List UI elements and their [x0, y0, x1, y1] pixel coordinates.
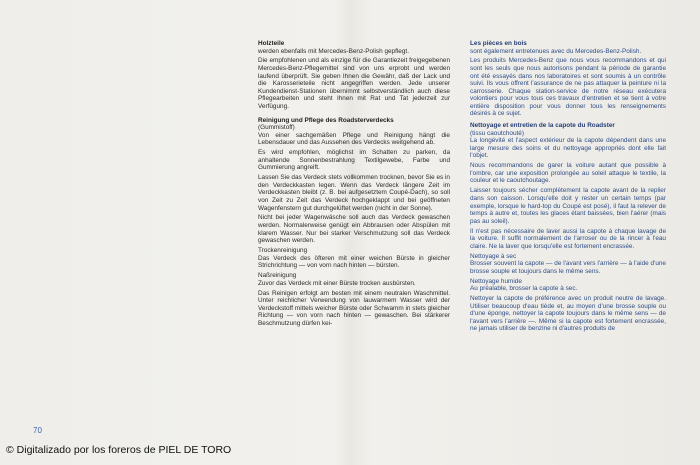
section-heading: Nettoyage et entretien de la capote du Roadster: [470, 122, 615, 130]
paragraph: Von einer sachgemäßen Pflege und Reinigung hängt die Lebensdauer und das Aussehen des Verdecks weitgehend ab.: [258, 131, 450, 147]
french-column: [470, 40, 666, 335]
paragraph: Das Reinigen erfolgt am besten mit einem neutralen Waschmittel. Unter reichlicher Verwendung von lauwarmem Wasser wird der Verdeckstoff mittels weicher Bürste oder Schwamm in stets gleicher Richtung — von vorn nach hinten — gewaschen. Bei stärkerer Beschmutzung dürfen kei-: [258, 289, 450, 327]
paragraph: Die empfohlenen und als einzige für die Garantiezeit freigegebenen Mercedes-Benz-Pflegemittel sind von uns erprobt und werden laufend überprüft. Sie geben Ihnen die Gewähr, daß der Lack und die Karosserieteile nicht angegriffen werden. Jede unserer Kundendienst-Stationen übernimmt selbstverständlich auch diese Pflegearbeiten und steht Ihnen mit Rat und Tat jederzeit zur Verfügung.: [258, 57, 450, 110]
paragraph: Nous recommandons de garer la voiture autant que possible à l'ombre, car une exposition prolongée au soleil attaque le textile, la couleur et le caoutchoutage.: [470, 162, 666, 185]
paragraph: sont également entretenues avec du Mercedes-Benz-Polish.: [470, 47, 642, 55]
subsection-heading: Nettoyage humide: [470, 277, 522, 285]
section-heading: Reinigung und Pflege des Roadsterverdecks: [258, 116, 394, 124]
paragraph: Nettoyer la capote de préférence avec un produit neutre de lavage. Utiliser beaucoup d'eau tiède et, au moyen d'une brosse souple ou d'une éponge, nettoyer la capote toujours dans le même sens — de l'avant vers l'arrière —. Même si la capote est fortement encrassée, ne jamais utiliser de benzine ni d'autres produits de: [470, 295, 666, 333]
subsection-heading: Trockenreinigung: [258, 247, 308, 255]
subsection-heading: Nettoyage à sec: [470, 252, 517, 260]
paragraph: Au préalable, brosser la capote à sec.: [470, 285, 578, 293]
paragraph: Brosser souvent la capote — de l'avant vers l'arrière — à l'aide d'une brosse souple et toujours dans le même sens.: [470, 260, 666, 275]
paragraph: Lassen Sie das Verdeck stets vollkommen trocknen, bevor Sie es in den Verdeckkasten legen. Wenn das Verdeck längere Zeit im Verdeckkasten bleibt (z. B. bei aufgesetztem Coupé-Dach), so soll von Zeit zu Zeit das Verdeck hochgeklappt und bei geöffneten Wagenfenstern gut durchgelüftet werden (nicht in der Sonne).: [258, 174, 450, 212]
section-heading: Holzteile: [258, 40, 285, 47]
section-heading-suffix: (Gummistoff): [258, 124, 295, 132]
paragraph: Zuvor das Verdeck mit einer Bürste trocken ausbürsten.: [258, 279, 416, 287]
paragraph: Les produits Mercedes-Benz que nous vous recommandons et qui sont les seuls que nous autorisons pendant la période de garantie ont été essayés dans nos laboratoires et sont soumis à un contrôle suivi. Ils vous offrent l'assurance de ne pas attaquer la peinture ni la carrosserie. Chaque station-service de notre réseau exécutera volontiers pour vous tous ces travaux d'entretien et se tient à votre entière disposition pour vous donner tous les renseignements désirés à ce sujet.: [470, 57, 666, 118]
paragraph: Das Verdeck des öfteren mit einer weichen Bürste in gleicher Strichrichtung — von vorn nach hinten — bürsten.: [258, 254, 450, 270]
paragraph: Es wird empfohlen, möglichst im Schatten zu parken, da anhaltende Sonnenbestrahlung Textilgewebe, Farbe und Gummierung angreift.: [258, 149, 450, 172]
section-heading-suffix: (tissu caoutchouté): [470, 129, 524, 137]
german-column: [258, 40, 450, 330]
subsection-heading: Naßreinigung: [258, 272, 297, 280]
paragraph: Nicht bei jeder Wagenwäsche soll auch das Verdeck gewaschen werden. Normalerweise genügt ein Abbrausen oder Abspülen mit klarem Wasser. Nur bei starker Verschmutzung soll das Verdeck gewaschen werden.: [258, 214, 450, 245]
scan-credit-footer: © Digitalizado por los foreros de PIEL DE TORO: [6, 444, 232, 456]
paragraph: La longévité et l'aspect extérieur de la capote dépendent dans une large mesure des soins et du nettoyage appropriés dont elle fait l'objet.: [470, 137, 666, 160]
section-heading: Les pièces en bois: [470, 40, 527, 47]
paragraph: Laisser toujours sécher complètement la capote avant de la replier dans son caisson. Lorsqu'elle doit y rester un certain temps (par exemple, lorsque le hard-top du Coupé est posé), il faut la relever de temps à autre et, toutes les glaces étant baissées, bien l'aérer (mais pas au soleil).: [470, 187, 666, 225]
page-number: 70: [33, 426, 42, 435]
paragraph: Il n'est pas nécessaire de laver aussi la capote à chaque lavage de la voiture. Il suffit normalement de l'arroser ou de la rincer à l'eau claire. Ne la laver que lorsqu'elle est fortement encrassée.: [470, 227, 666, 250]
paragraph: werden ebenfalls mit Mercedes-Benz-Polish gepflegt.: [258, 47, 409, 55]
